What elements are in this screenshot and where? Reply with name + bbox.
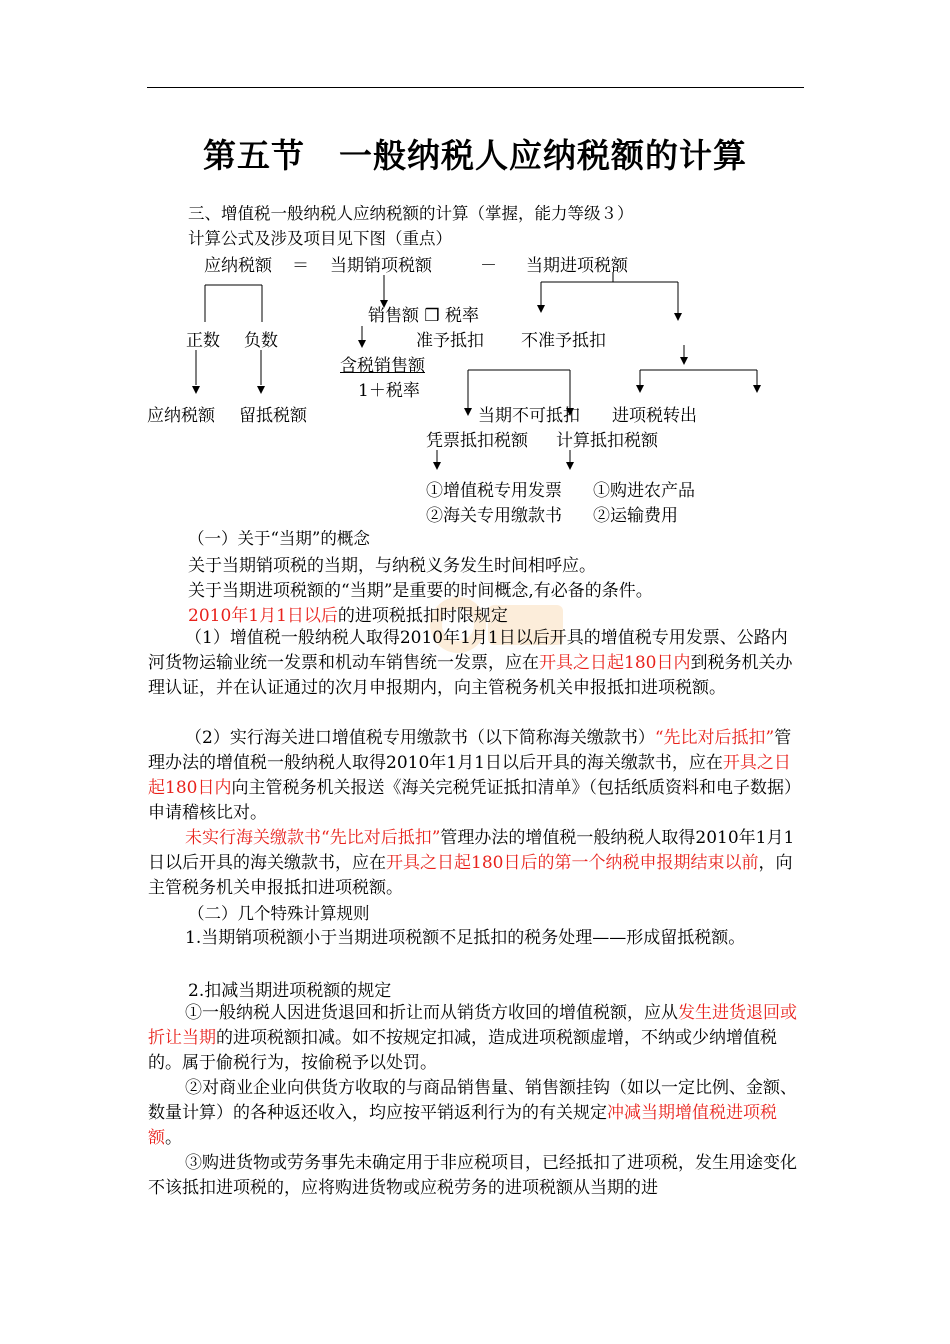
- rule-2-item-2: [148, 1076, 803, 1151]
- label-tax-payable: 应纳税额: [147, 406, 215, 426]
- p2-text-a: （2）实行海关进口增值税专用缴款书（以下简称海关缴款书）: [185, 728, 655, 748]
- section-1-heading: （一）关于“当期”的概念: [188, 529, 370, 548]
- section-1-rule-line: [188, 601, 508, 626]
- rule-1: 1.当期销项税额小于当期进项税额不足抵扣的税务处理——形成留抵税额。: [185, 928, 746, 948]
- p3-text-red-2: 开具之日起180日后的第一个纳税申报期结束以前: [386, 853, 759, 873]
- r22-text-red: 冲减当期增值税进项税额: [148, 1103, 777, 1148]
- rule-2-item-3: ③购进货物或劳务事先未确定用于非应税项目，已经抵扣了进项税，发生用途变化不该抵扣进项税的，应将购进货物或应税劳务的进项税额从当期的进: [148, 1153, 797, 1198]
- label-calculated-deduction: 计算抵扣税额: [556, 431, 658, 451]
- sales-times-rate: 销售额 ❒ 税率: [368, 306, 480, 326]
- p3-text-red-1: 未实行海关缴款书“先比对后抵扣”: [185, 828, 441, 848]
- formula-equals: ＝: [292, 256, 309, 276]
- rule-2-item-1: [148, 1001, 803, 1076]
- label-negative: 负数: [244, 331, 278, 351]
- p1-text-a: （1）增值税一般纳税人取得2010年1月1日以后开具的增值税专用发票、公路内河货物运输业统一发票和机动车销售统一发票，应在: [148, 628, 788, 673]
- p3-text-a: 管理办法的增值税一般纳税人取得2010年1月1日以后开具的海关缴款书，应在: [148, 828, 795, 873]
- label-retained-credit: 留抵税额: [239, 406, 307, 426]
- formula-output-tax: 当期销项税额: [330, 256, 432, 276]
- paragraph-3: [148, 826, 803, 901]
- label-input-transfer: 进项税转出: [612, 406, 697, 426]
- tax-inclusive-sales: 含税销售额: [340, 356, 425, 376]
- p3-text-b: ，向主管税务机关申报抵扣进项税额。: [148, 853, 793, 898]
- p2-text-b: 管理办法的增值税一般纳税人取得2010年1月1日以后开具的海关缴款书，应在: [148, 728, 792, 773]
- formula-input-tax: 当期进项税额: [526, 256, 628, 276]
- p1-text-red: 开具之日起180日内: [539, 653, 691, 673]
- intro-line-1: 三、增值税一般纳税人应纳税额的计算（掌握，能力等级３）: [188, 204, 634, 223]
- formula-minus: －: [480, 256, 497, 276]
- label-not-deductible-now: 当期不可抵扣: [478, 406, 580, 426]
- p1-text-b: 到税务机关办理认证，并在认证通过的次月申报期内，向主管税务机关申报抵扣进项税额。: [148, 653, 793, 698]
- paragraph-1: [148, 626, 803, 701]
- one-plus-rate: 1＋税率: [358, 381, 420, 401]
- p2-text-red-2: 开具之日起180日内: [148, 753, 791, 798]
- rule-2-heading: 2.扣减当期进项税额的规定: [188, 981, 392, 1001]
- p2-text-red-1: “先比对后抵扣”: [654, 728, 775, 748]
- label-deductible: 准予抵扣: [416, 331, 484, 351]
- rule-date-red: 2010年1月1日以后: [188, 606, 338, 626]
- item-farm-products: ①购进农产品: [593, 481, 695, 501]
- page-title: 第五节 一般纳税人应纳税额的计算: [203, 136, 747, 175]
- r21-text-a: ①一般纳税人因进货退回和折让而从销货方收回的增值税额，应从: [185, 1003, 678, 1023]
- section-1-para-1: 关于当期销项税的当期，与纳税义务发生时间相呼应。: [188, 556, 596, 576]
- p2-text-c: 向主管税务机关报送《海关完税凭证抵扣清单》（包括纸质资料和电子数据）申请稽核比对。: [148, 778, 801, 823]
- section-2-heading: （二）几个特殊计算规则: [188, 904, 370, 923]
- item-vat-invoice: ①增值税专用发票: [426, 481, 562, 501]
- item-transport: ②运输费用: [593, 506, 678, 526]
- section-1-para-2: 关于当期进项税额的“当期”是重要的时间概念,有必备的条件。: [188, 581, 653, 601]
- label-positive: 正数: [186, 331, 220, 351]
- r21-text-b: 的进项税额扣减。如不按规定扣减，造成进项税额虚增，不纳或少纳增值税的。属于偷税行为，按偷税予以处罚。: [148, 1028, 777, 1073]
- item-customs-book: ②海关专用缴款书: [426, 506, 562, 526]
- rule-date-rest: 的进项税抵扣时限规定: [337, 606, 508, 626]
- label-not-deductible: 不准予抵扣: [521, 331, 606, 351]
- r21-text-red: 发生进货退回或折让当期: [148, 1003, 797, 1048]
- paragraph-2: [148, 726, 803, 826]
- formula-payable: 应纳税额: [204, 256, 272, 276]
- r22-text-b: 。: [165, 1128, 182, 1148]
- r22-text-a: ②对商业企业向供货方收取的与商品销售量、销售额挂钩（如以一定比例、金额、数量计算）的各种返还收入，均应按平销返利行为的有关规定: [148, 1078, 797, 1123]
- label-voucher-deduction: 凭票抵扣税额: [426, 431, 528, 451]
- intro-line-2: 计算公式及涉及项目见下图（重点）: [188, 229, 452, 248]
